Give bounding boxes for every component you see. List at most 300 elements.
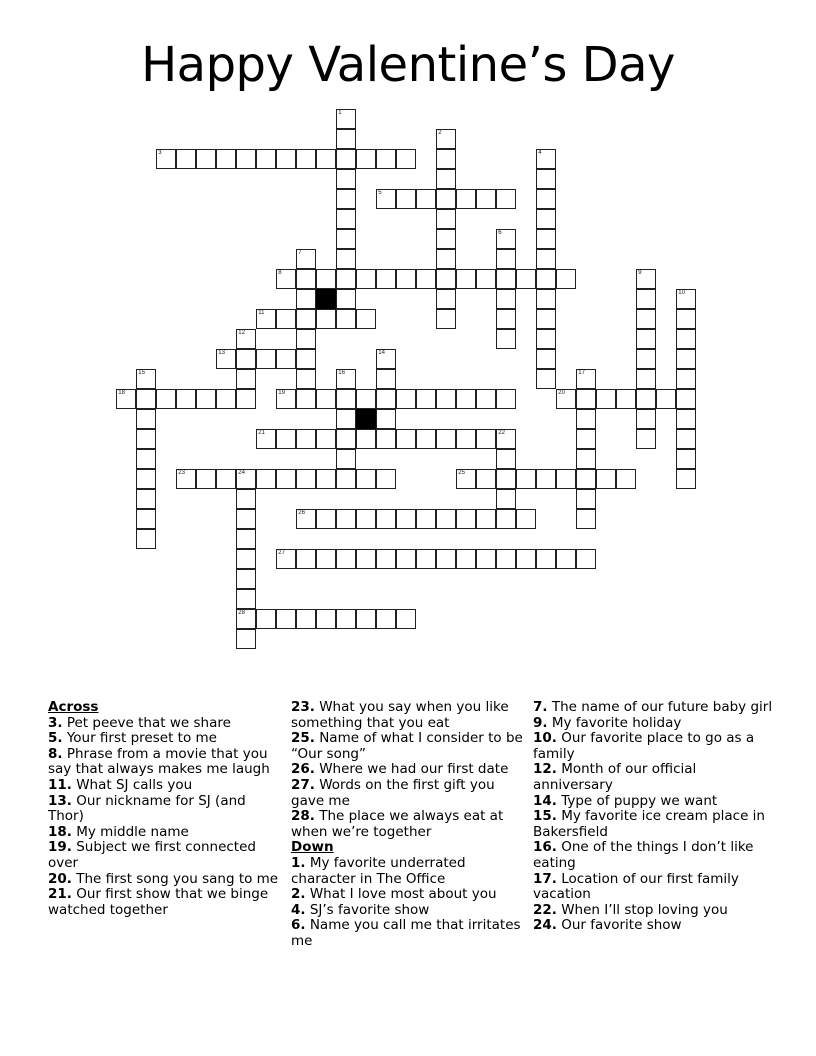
grid-cell[interactable] xyxy=(236,489,256,509)
grid-cell[interactable] xyxy=(136,449,156,469)
clue-number: 22 xyxy=(498,430,505,437)
grid-cell[interactable] xyxy=(316,469,336,489)
grid-cell[interactable] xyxy=(396,149,416,169)
grid-cell[interactable] xyxy=(356,549,376,569)
grid-cell[interactable] xyxy=(436,189,456,209)
clue-text: One of the things I don’t like eating xyxy=(533,839,754,871)
across-clue xyxy=(291,809,523,840)
clue-number: 3 xyxy=(158,150,162,157)
grid-cell[interactable] xyxy=(216,389,236,409)
grid-cell[interactable] xyxy=(676,389,696,409)
clue-number: 9 xyxy=(638,270,642,277)
grid-cell[interactable] xyxy=(356,429,376,449)
grid-cell[interactable] xyxy=(276,349,296,369)
grid-cell[interactable] xyxy=(436,129,456,149)
grid-cell[interactable] xyxy=(256,609,276,629)
grid-cell[interactable] xyxy=(536,169,556,189)
grid-cell[interactable] xyxy=(496,389,516,409)
clue-number: 19. xyxy=(48,839,72,856)
grid-cell[interactable] xyxy=(496,429,516,449)
grid-cell[interactable] xyxy=(136,369,156,389)
grid-cell[interactable] xyxy=(336,269,356,289)
grid-cell[interactable] xyxy=(516,269,536,289)
grid-cell[interactable] xyxy=(436,389,456,409)
grid-cell[interactable] xyxy=(536,229,556,249)
across-clue xyxy=(48,825,280,841)
grid-cell[interactable] xyxy=(496,289,516,309)
grid-cell[interactable] xyxy=(576,469,596,489)
grid-cell[interactable] xyxy=(336,229,356,249)
across-clue xyxy=(291,731,523,762)
clue-text: Name you call me that irritates me xyxy=(291,917,521,949)
grid-cell[interactable] xyxy=(396,389,416,409)
clue-number: 13 xyxy=(218,350,225,357)
clue-number: 6 xyxy=(498,230,502,237)
grid-cell[interactable] xyxy=(336,249,356,269)
grid-cell[interactable] xyxy=(276,309,296,329)
down-clue xyxy=(291,887,523,903)
grid-cell[interactable] xyxy=(476,389,496,409)
grid-cell[interactable] xyxy=(556,549,576,569)
grid-cell[interactable] xyxy=(676,329,696,349)
grid-cell[interactable] xyxy=(296,389,316,409)
grid-cell[interactable] xyxy=(636,269,656,289)
grid-cell[interactable] xyxy=(516,549,536,569)
grid-cell[interactable] xyxy=(236,469,256,489)
clue-text: Our favorite place to go as a family xyxy=(533,730,755,762)
grid-cell[interactable] xyxy=(416,389,436,409)
grid-cell[interactable] xyxy=(516,469,536,489)
grid-cell[interactable] xyxy=(316,389,336,409)
grid-cell[interactable] xyxy=(276,429,296,449)
grid-cell[interactable] xyxy=(436,509,456,529)
grid-cell[interactable] xyxy=(356,609,376,629)
grid-cell[interactable] xyxy=(676,369,696,389)
clue-number: 4 xyxy=(538,150,542,157)
grid-cell[interactable] xyxy=(356,469,376,489)
grid-cell[interactable] xyxy=(436,289,456,309)
grid-cell[interactable] xyxy=(336,509,356,529)
grid-cell[interactable] xyxy=(276,469,296,489)
grid-cell[interactable] xyxy=(656,389,676,409)
grid-cell[interactable] xyxy=(276,389,296,409)
grid-cell[interactable] xyxy=(236,569,256,589)
grid-cell[interactable] xyxy=(456,389,476,409)
grid-cell[interactable] xyxy=(436,309,456,329)
grid-cell[interactable] xyxy=(136,469,156,489)
grid-cell[interactable] xyxy=(236,509,256,529)
grid-cell[interactable] xyxy=(476,269,496,289)
grid-cell[interactable] xyxy=(176,149,196,169)
down-clue xyxy=(291,903,523,919)
grid-cell[interactable] xyxy=(576,449,596,469)
grid-cell[interactable] xyxy=(476,549,496,569)
grid-cell[interactable] xyxy=(636,329,656,349)
clue-text: What SJ calls you xyxy=(71,776,193,793)
grid-cell[interactable] xyxy=(576,549,596,569)
grid-cell[interactable] xyxy=(496,449,516,469)
clue-number: 23 xyxy=(178,470,185,477)
grid-cell[interactable] xyxy=(456,469,476,489)
grid-cell[interactable] xyxy=(336,469,356,489)
grid-cell[interactable] xyxy=(136,389,156,409)
grid-cell[interactable] xyxy=(216,149,236,169)
grid-cell[interactable] xyxy=(236,369,256,389)
grid-cell[interactable] xyxy=(236,629,256,649)
grid-cell[interactable] xyxy=(236,329,256,349)
grid-cell[interactable] xyxy=(376,349,396,369)
grid-cell[interactable] xyxy=(536,289,556,309)
grid-cell[interactable] xyxy=(456,429,476,449)
grid-cell[interactable] xyxy=(396,429,416,449)
grid-cell[interactable] xyxy=(556,389,576,409)
across-clue xyxy=(48,794,280,825)
clue-number: 1 xyxy=(338,110,342,117)
grid-cell[interactable] xyxy=(436,149,456,169)
grid-cell[interactable] xyxy=(556,469,576,489)
grid-cell[interactable] xyxy=(436,549,456,569)
grid-cell[interactable] xyxy=(376,429,396,449)
grid-cell[interactable] xyxy=(636,409,656,429)
grid-cell[interactable] xyxy=(476,509,496,529)
grid-cell[interactable] xyxy=(236,349,256,369)
clue-text: Location of our first family vacation xyxy=(533,870,739,903)
clue-number: 16. xyxy=(533,839,557,856)
grid-cell[interactable] xyxy=(536,309,556,329)
grid-cell[interactable] xyxy=(536,349,556,369)
grid-cell[interactable] xyxy=(496,269,516,289)
grid-cell[interactable] xyxy=(676,469,696,489)
grid-cell[interactable] xyxy=(476,189,496,209)
grid-cell[interactable] xyxy=(336,189,356,209)
grid-cell[interactable] xyxy=(636,429,656,449)
grid-cell[interactable] xyxy=(316,269,336,289)
clue-number: 27. xyxy=(291,776,315,793)
grid-cell[interactable] xyxy=(676,409,696,429)
across-clue xyxy=(48,887,280,918)
grid-cell[interactable] xyxy=(136,429,156,449)
down-clue xyxy=(533,731,773,762)
grid-cell[interactable] xyxy=(536,189,556,209)
grid-cell[interactable] xyxy=(476,469,496,489)
grid-cell[interactable] xyxy=(316,149,336,169)
grid-cell[interactable] xyxy=(176,389,196,409)
grid-cell[interactable] xyxy=(336,429,356,449)
grid-cell[interactable] xyxy=(296,429,316,449)
grid-cell[interactable] xyxy=(416,509,436,529)
clue-number: 23. xyxy=(291,699,315,715)
clue-number: 21 xyxy=(258,430,265,437)
grid-cell[interactable] xyxy=(496,249,516,269)
clue-text: My favorite holiday xyxy=(547,714,682,731)
grid-cell[interactable] xyxy=(436,209,456,229)
grid-cell[interactable] xyxy=(576,409,596,429)
grid-cell[interactable] xyxy=(536,249,556,269)
grid-cell[interactable] xyxy=(456,509,476,529)
grid-cell[interactable] xyxy=(196,469,216,489)
grid-cell[interactable] xyxy=(536,469,556,489)
grid-cell[interactable] xyxy=(496,469,516,489)
down-clue xyxy=(533,809,773,840)
clue-number: 18 xyxy=(118,390,125,397)
clue-text: Pet peeve that we share xyxy=(62,714,231,731)
grid-cell[interactable] xyxy=(376,549,396,569)
grid-cell[interactable] xyxy=(396,549,416,569)
grid-cell[interactable] xyxy=(336,309,356,329)
grid-cell[interactable] xyxy=(316,429,336,449)
grid-cell[interactable] xyxy=(296,289,316,309)
clue-number: 5. xyxy=(48,730,63,747)
grid-cell[interactable] xyxy=(316,609,336,629)
grid-cell[interactable] xyxy=(136,409,156,429)
grid-cell[interactable] xyxy=(376,469,396,489)
grid-cell[interactable] xyxy=(236,549,256,569)
grid-cell[interactable] xyxy=(416,549,436,569)
grid-cell[interactable] xyxy=(356,269,376,289)
clue-number: 24. xyxy=(533,917,557,934)
grid-cell[interactable] xyxy=(256,429,276,449)
grid-cell[interactable] xyxy=(336,169,356,189)
grid-cell[interactable] xyxy=(296,469,316,489)
grid-cell[interactable] xyxy=(336,549,356,569)
clue-number: 6. xyxy=(291,917,306,934)
down-clue xyxy=(533,794,773,810)
grid-cell[interactable] xyxy=(296,329,316,349)
grid-cell[interactable] xyxy=(376,509,396,529)
grid-cell[interactable] xyxy=(456,189,476,209)
grid-cell[interactable] xyxy=(316,509,336,529)
grid-cell[interactable] xyxy=(296,309,316,329)
clue-number: 14. xyxy=(533,792,557,809)
clue-text: Month of our official anniversary xyxy=(533,761,697,793)
grid-cell[interactable] xyxy=(236,589,256,609)
grid-cell[interactable] xyxy=(116,389,136,409)
grid-cell[interactable] xyxy=(336,129,356,149)
grid-cell[interactable] xyxy=(576,509,596,529)
grid-cell[interactable] xyxy=(376,609,396,629)
clue-text: Subject we first connected over xyxy=(48,839,256,871)
grid-cell[interactable] xyxy=(336,109,356,129)
grid-cell[interactable] xyxy=(396,509,416,529)
clue-number: 14 xyxy=(378,350,385,357)
clue-number: 16 xyxy=(338,370,345,377)
grid-cell[interactable] xyxy=(496,549,516,569)
across-clue xyxy=(48,778,280,794)
grid-cell[interactable] xyxy=(136,489,156,509)
grid-cell[interactable] xyxy=(276,549,296,569)
grid-cell[interactable] xyxy=(616,389,636,409)
grid-cell[interactable] xyxy=(676,449,696,469)
grid-cell[interactable] xyxy=(156,389,176,409)
clue-number: 5 xyxy=(378,190,382,197)
down-clue xyxy=(533,903,773,919)
grid-cell[interactable] xyxy=(496,309,516,329)
grid-cell[interactable] xyxy=(256,349,276,369)
grid-cell[interactable] xyxy=(496,329,516,349)
grid-cell[interactable] xyxy=(356,389,376,409)
clue-text: Type of puppy we want xyxy=(556,792,718,809)
clue-text: Our first show that we binge watched together xyxy=(48,886,269,918)
grid-cell[interactable] xyxy=(336,449,356,469)
clues-column-2 xyxy=(291,700,523,950)
across-clue xyxy=(291,762,523,778)
grid-cell[interactable] xyxy=(356,149,376,169)
grid-cell[interactable] xyxy=(336,289,356,309)
grid-cell[interactable] xyxy=(336,209,356,229)
grid-cell[interactable] xyxy=(376,189,396,209)
grid-cell[interactable] xyxy=(296,549,316,569)
down-clue xyxy=(291,856,523,887)
grid-cell[interactable] xyxy=(396,269,416,289)
clue-text: Our nickname for SJ (and Thor) xyxy=(48,792,246,825)
grid-cell[interactable] xyxy=(636,289,656,309)
grid-cell[interactable] xyxy=(296,609,316,629)
grid-cell[interactable] xyxy=(156,149,176,169)
clue-text: Phrase from a movie that you say that always makes me laugh xyxy=(48,745,270,778)
grid-cell[interactable] xyxy=(376,389,396,409)
grid-cell[interactable] xyxy=(336,369,356,389)
grid-cell[interactable] xyxy=(376,369,396,389)
clue-number: 12 xyxy=(238,330,245,337)
grid-cell[interactable] xyxy=(676,349,696,369)
clue-number: 17 xyxy=(578,370,585,377)
grid-cell[interactable] xyxy=(496,489,516,509)
across-clue xyxy=(48,731,280,747)
clue-number: 7. xyxy=(533,699,548,715)
grid-cell[interactable] xyxy=(296,269,316,289)
grid-cell[interactable] xyxy=(536,209,556,229)
grid-cell[interactable] xyxy=(336,389,356,409)
grid-cell[interactable] xyxy=(276,269,296,289)
clue-number: 10. xyxy=(533,730,557,747)
grid-cell[interactable] xyxy=(476,429,496,449)
clue-number: 2 xyxy=(438,130,442,137)
grid-cell[interactable] xyxy=(556,269,576,289)
grid-cell[interactable] xyxy=(396,189,416,209)
grid-cell[interactable] xyxy=(296,509,316,529)
grid-cell[interactable] xyxy=(236,529,256,549)
grid-cell[interactable] xyxy=(496,189,516,209)
grid-cell[interactable] xyxy=(456,269,476,289)
grid-cell[interactable] xyxy=(316,309,336,329)
clue-text: The name of our future baby girl xyxy=(547,699,773,715)
grid-cell[interactable] xyxy=(416,429,436,449)
grid-cell[interactable] xyxy=(376,149,396,169)
grid-cell[interactable] xyxy=(256,469,276,489)
grid-cell[interactable] xyxy=(676,289,696,309)
grid-cell[interactable] xyxy=(336,149,356,169)
grid-cell[interactable] xyxy=(636,309,656,329)
clue-number: 25 xyxy=(458,470,465,477)
clue-number: 17. xyxy=(533,870,557,887)
grid-cell[interactable] xyxy=(576,429,596,449)
grid-cell[interactable] xyxy=(236,389,256,409)
grid-cell[interactable] xyxy=(316,549,336,569)
grid-cell[interactable] xyxy=(376,269,396,289)
grid-cell[interactable] xyxy=(376,409,396,429)
grid-cell[interactable] xyxy=(576,389,596,409)
grid-cell[interactable] xyxy=(436,229,456,249)
clue-number: 15 xyxy=(138,370,145,377)
grid-cell[interactable] xyxy=(216,349,236,369)
grid-cell[interactable] xyxy=(596,469,616,489)
clue-number: 13. xyxy=(48,792,72,809)
clue-number: 8 xyxy=(278,270,282,277)
grid-cell[interactable] xyxy=(136,509,156,529)
grid-cell[interactable] xyxy=(596,389,616,409)
grid-cell[interactable] xyxy=(436,249,456,269)
grid-cell[interactable] xyxy=(236,609,256,629)
clue-number: 27 xyxy=(278,550,285,557)
clue-number: 1. xyxy=(291,854,306,871)
down-clue xyxy=(533,918,773,934)
grid-cell[interactable] xyxy=(356,509,376,529)
grid-cell[interactable] xyxy=(216,469,236,489)
clue-number: 15. xyxy=(533,808,557,825)
grid-cell[interactable] xyxy=(196,389,216,409)
clue-number: 20 xyxy=(558,390,565,397)
grid-cell[interactable] xyxy=(196,149,216,169)
grid-cell[interactable] xyxy=(296,149,316,169)
grid-cell[interactable] xyxy=(516,509,536,529)
grid-cell[interactable] xyxy=(496,509,516,529)
grid-cell[interactable] xyxy=(616,469,636,489)
grid-cell[interactable] xyxy=(396,609,416,629)
clue-number: 25. xyxy=(291,730,315,747)
grid-cell[interactable] xyxy=(296,249,316,269)
down-heading: Down xyxy=(291,839,334,856)
grid-cell[interactable] xyxy=(256,309,276,329)
grid-cell[interactable] xyxy=(636,369,656,389)
grid-cell[interactable] xyxy=(436,169,456,189)
grid-cell[interactable] xyxy=(176,469,196,489)
grid-cell[interactable] xyxy=(536,329,556,349)
grid-cell[interactable] xyxy=(436,429,456,449)
grid-cell[interactable] xyxy=(456,549,476,569)
grid-cell[interactable] xyxy=(536,269,556,289)
grid-cell[interactable] xyxy=(416,269,436,289)
grid-cell[interactable] xyxy=(536,549,556,569)
grid-cell[interactable] xyxy=(576,369,596,389)
grid-cell[interactable] xyxy=(636,389,656,409)
grid-cell[interactable] xyxy=(276,609,296,629)
grid-cell[interactable] xyxy=(276,149,296,169)
grid-cell[interactable] xyxy=(536,149,556,169)
grid-cell[interactable] xyxy=(436,269,456,289)
grid-cell[interactable] xyxy=(336,609,356,629)
grid-cell[interactable] xyxy=(496,229,516,249)
grid-cell[interactable] xyxy=(536,369,556,389)
grid-cell[interactable] xyxy=(356,309,376,329)
grid-cell[interactable] xyxy=(256,149,276,169)
across-heading: Across xyxy=(48,699,99,715)
clue-number: 28. xyxy=(291,808,315,825)
grid-cell[interactable] xyxy=(296,349,316,369)
down-clue xyxy=(291,918,523,949)
grid-cell[interactable] xyxy=(336,409,356,429)
clue-number: 20. xyxy=(48,870,72,887)
grid-cell[interactable] xyxy=(296,369,316,389)
grid-cell[interactable] xyxy=(676,309,696,329)
grid-cell[interactable] xyxy=(236,149,256,169)
grid-cell[interactable] xyxy=(136,529,156,549)
grid-cell[interactable] xyxy=(576,489,596,509)
clue-number: 9. xyxy=(533,714,548,731)
grid-cell[interactable] xyxy=(416,189,436,209)
grid-cell[interactable] xyxy=(636,349,656,369)
down-clue xyxy=(533,700,773,716)
grid-cell[interactable] xyxy=(676,429,696,449)
